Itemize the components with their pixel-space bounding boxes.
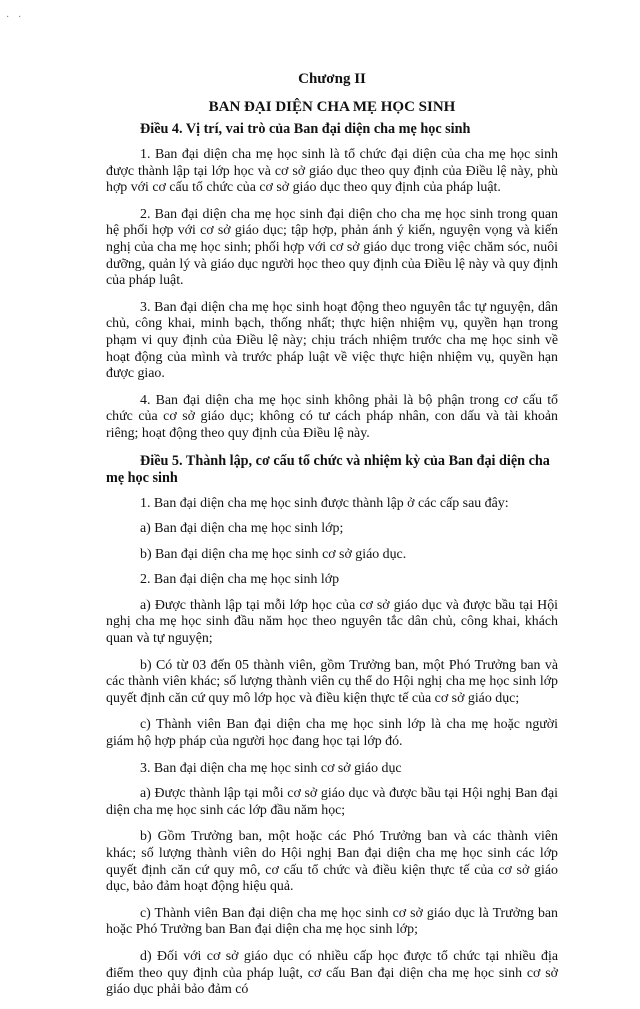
scan-mark: ·	[6, 12, 10, 23]
paragraph: c) Thành viên Ban đại diện cha mẹ học sinh cơ sở giáo dục là Trưởng ban hoặc Phó Trưởng ban Ban đại diện cha mẹ học sinh lớp;	[106, 905, 558, 938]
paragraph: b) Gồm Trưởng ban, một hoặc các Phó Trưởng ban và các thành viên khác; số lượng thành viên do Hội nghị Ban đại diện cha mẹ học sinh các lớp quyết định căn cứ quy mô, cơ cấu tổ chức và điều kiện thực tế của cơ sở giáo dục, bảo đảm hoạt động hiệu quả.	[106, 829, 558, 895]
paragraph: d) Đối với cơ sở giáo dục có nhiều cấp học được tổ chức tại nhiều địa điểm theo quy định của pháp luật, cơ cấu Ban đại diện cha mẹ học sinh cơ sở giáo dục phải bảo đảm có	[106, 948, 558, 998]
chapter-heading: Chương II	[298, 71, 366, 87]
paragraph: 3. Ban đại diện cha mẹ học sinh cơ sở giáo dục	[140, 760, 402, 776]
chapter-title: BAN ĐẠI DIỆN CHA MẸ HỌC SINH	[208, 99, 456, 115]
paragraph: 3. Ban đại diện cha mẹ học sinh hoạt động theo nguyên tắc tự nguyện, dân chủ, công khai, minh bạch, thống nhất; thực hiện nhiệm vụ, quyền hạn trong phạm vi quy định của Điều lệ này; chịu trách nhiệm trước cha mẹ học sinh về hoạt động của mình và trước pháp luật về việc thực hiện nhiệm vụ, quyền hạn được giao.	[106, 299, 558, 382]
document-body	[106, 70, 558, 1009]
paragraph: b) Có từ 03 đến 05 thành viên, gồm Trưởng ban, một Phó Trưởng ban và các thành viên khác; số lượng thành viên cụ thể do Hội nghị cha mẹ học sinh lớp quyết định căn cứ quy mô lớp học và điều kiện thực tế của cơ sở giáo dục;	[106, 657, 558, 706]
paragraph: a) Được thành lập tại mỗi lớp học của cơ sở giáo dục và được bầu tại Hội nghị cha mẹ học sinh đầu năm học theo nguyên tắc dân chủ, công khai, khách quan và tự nguyện;	[106, 597, 558, 647]
article-5-title: Điều 5. Thành lập, cơ cấu tổ chức và nhiệm kỳ của Ban đại diện cha mẹ học sinh	[106, 452, 550, 486]
paragraph: a) Được thành lập tại mỗi cơ sở giáo dục và được bầu tại Hội nghị Ban đại diện cha mẹ học sinh các lớp đầu năm học;	[106, 786, 558, 818]
paragraph: 4. Ban đại diện cha mẹ học sinh không phải là bộ phận trong cơ cấu tổ chức của cơ sở giáo dục; không có tư cách pháp nhân, con dấu và tài khoản riêng; hoạt động theo quy định của Điều lệ này.	[106, 392, 558, 441]
paragraph: b) Ban đại diện cha mẹ học sinh cơ sở giáo dục.	[140, 546, 407, 562]
scan-mark: ·	[18, 12, 22, 23]
paragraph: 2. Ban đại diện cha mẹ học sinh đại diện cho cha mẹ học sinh trong quan hệ phối hợp với cơ sở giáo dục; tập hợp, phản ánh ý kiến, nguyện vọng và kiến nghị của cha mẹ học sinh; phối hợp với cơ sở giáo dục trong việc chăm sóc, nuôi dưỡng, quản lý và giáo dục người học theo quy định của Điều lệ này và quy định của pháp luật.	[106, 206, 558, 289]
paragraph: 2. Ban đại diện cha mẹ học sinh lớp	[140, 572, 340, 588]
article-4-title: Điều 4. Vị trí, vai trò của Ban đại diện cha mẹ học sinh	[140, 121, 471, 137]
paragraph: c) Thành viên Ban đại diện cha mẹ học sinh lớp là cha mẹ hoặc người giám hộ hợp pháp của người học đang học tại lớp đó.	[106, 717, 558, 750]
paragraph: 1. Ban đại diện cha mẹ học sinh được thành lập ở các cấp sau đây:	[140, 495, 509, 511]
paragraph: 1. Ban đại diện cha mẹ học sinh là tổ chức đại diện của cha mẹ học sinh được thành lập tại lớp học và cơ sở giáo dục theo quy định của Điều lệ này, phù hợp với cơ cấu tổ chức của cơ sở giáo dục theo quy định của pháp luật.	[106, 147, 558, 196]
paragraph: a) Ban đại diện cha mẹ học sinh lớp;	[140, 521, 344, 537]
